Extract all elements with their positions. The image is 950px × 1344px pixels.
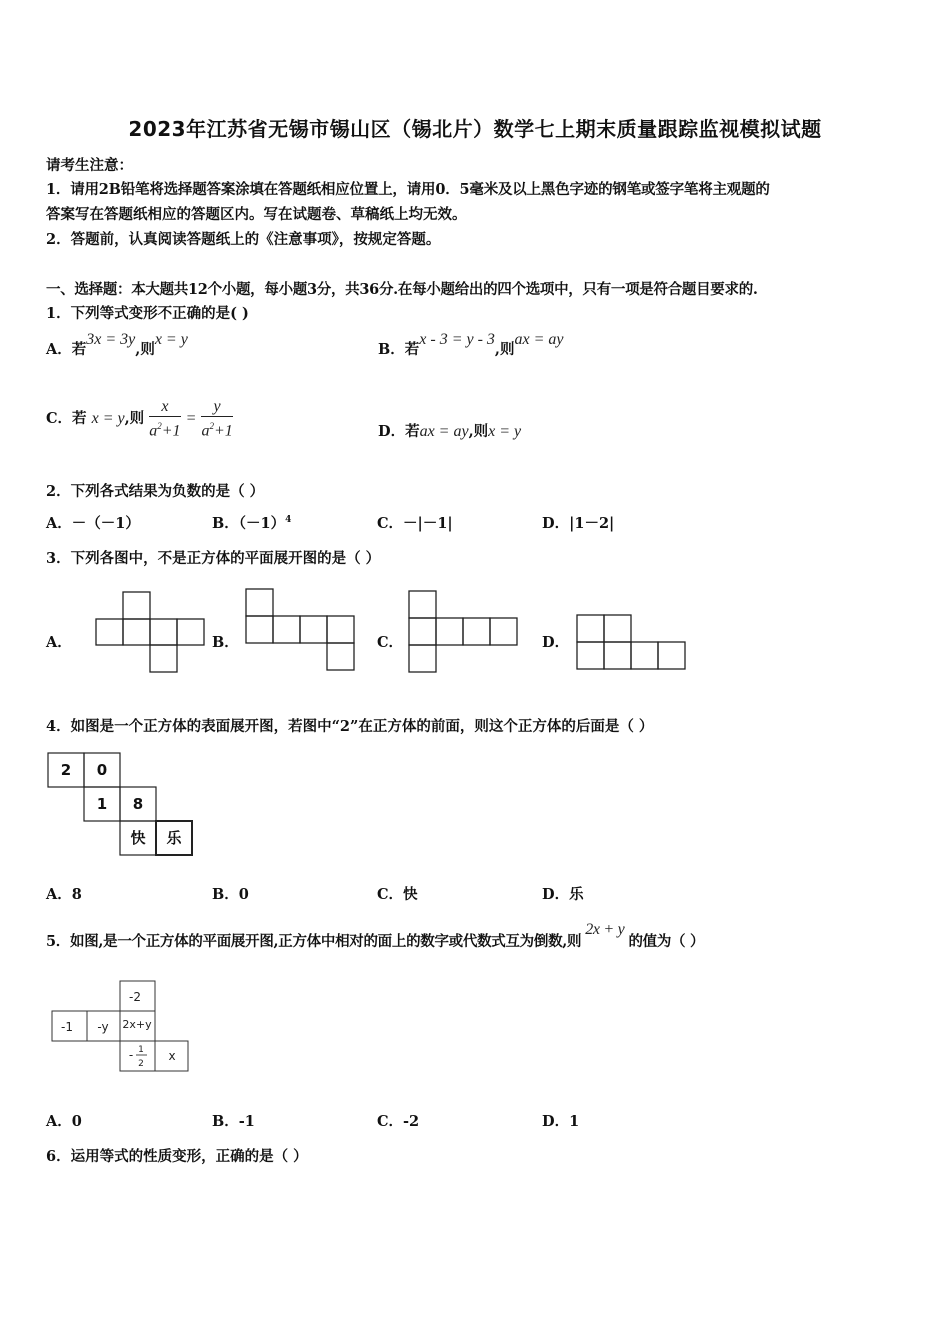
q5-cell: -2	[129, 990, 141, 1004]
q5-option-c: C．-2	[377, 1113, 420, 1130]
q5-net	[45, 975, 205, 1075]
notice-heading: 请考生注意：	[46, 157, 133, 174]
q5-option-a: A．0	[46, 1113, 82, 1130]
q3-label-c: C．	[377, 634, 404, 651]
q1-option-d: D．若ax = ay,则x = y	[378, 423, 522, 440]
notice-line-1: 1．请用2B铅笔将选择题答案涂填在答题纸相应位置上，请用0．5毫米及以上黑色字迹的钢笔或签字笔将主观题的	[46, 181, 770, 198]
q5-cell: -y	[97, 1020, 109, 1034]
q1-option-b: B．若x - 3 = y - 3,则ax = ay	[378, 331, 564, 358]
q1-stem: 1．下列等式变形不正确的是( )	[46, 305, 249, 322]
q2-option-c: C．－|－1|	[377, 515, 453, 532]
q4-net	[40, 745, 210, 865]
q4-option-d: D．乐	[542, 886, 584, 903]
q5-option-d: D．1	[542, 1113, 580, 1130]
q4-stem: 4．如图是一个正方体的表面展开图，若图中“2”在正方体的前面，则这个正方体的后面是（ ）	[46, 718, 654, 735]
q6-stem: 6．运用等式的性质变形，正确的是（ ）	[46, 1148, 308, 1165]
q5-cell: 2x+y	[122, 1018, 152, 1031]
notice-line-3: 2．答题前，认真阅读答题纸上的《注意事项》，按规定答题。	[46, 231, 441, 248]
q1-option-c: C．若 x = y,则 $\frac{x}{a^2+1}$ = $\frac{y}{a^2+1}$	[46, 398, 233, 440]
q5-cell: -1	[61, 1020, 73, 1034]
q4-cell: 1	[96, 795, 108, 813]
q2-option-b: B．$(-1)^4$	[212, 515, 292, 532]
q5-cell: 2	[138, 1059, 144, 1069]
q4-option-c: C．快	[377, 886, 418, 903]
q4-cell: 乐	[166, 829, 182, 847]
q4-option-a: A．8	[46, 886, 82, 903]
net-a	[96, 592, 204, 672]
notice-line-2: 答案写在答题纸相应的答题区内。写在试题卷、草稿纸上均无效。	[46, 206, 467, 223]
q2-stem: 2．下列各式结果为负数的是（ ）	[46, 483, 265, 500]
page-title: 2023年江苏省无锡市锡山区（锡北片）数学七上期末质量跟踪监视模拟试题	[128, 117, 822, 141]
q4-option-b: B．0	[212, 886, 249, 903]
section-heading: 一、选择题：本大题共12个小题，每小题3分，共36分.在每小题给出的四个选项中，只有一项是符合题目要求的.	[46, 281, 758, 298]
q4-cell: 快	[130, 829, 146, 847]
q3-label-b: B．	[212, 634, 239, 651]
q2-option-a: A．－（－1）	[46, 515, 140, 532]
q1-option-a: A．若3x = 3y,则x = y	[46, 331, 188, 358]
q3-label-d: D．	[542, 634, 570, 651]
q5-cell: 1	[138, 1045, 144, 1055]
net-c	[409, 591, 517, 672]
q4-cell: 2	[60, 761, 72, 779]
q5-cell: -	[128, 1048, 134, 1062]
q5-cell: x	[168, 1049, 176, 1063]
q3-label-a: A．	[46, 634, 72, 651]
q4-cell: 8	[132, 795, 144, 813]
net-d	[577, 615, 685, 669]
net-b	[246, 589, 354, 670]
q4-cell: 0	[96, 761, 108, 779]
q3-stem: 3．下列各图中，不是正方体的平面展开图的是（ ）	[46, 550, 381, 567]
q5-stem: 5．如图,是一个正方体的平面展开图,正方体中相对的面上的数字或代数式互为倒数,则2x + y的值为（ ）	[46, 921, 705, 950]
q5-option-b: B．-1	[212, 1113, 255, 1130]
q2-option-d: D．|1－2|	[542, 515, 615, 532]
